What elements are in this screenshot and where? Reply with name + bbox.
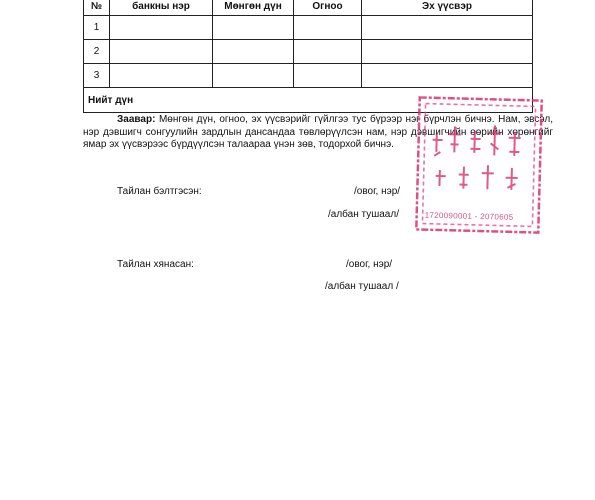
date-cell [294, 64, 362, 88]
header-bank-name: банкны нэр [110, 0, 213, 16]
reviewed-by-label: Тайлан хянасан: [117, 259, 194, 270]
amount-cell [213, 40, 294, 64]
source-cell [362, 64, 533, 88]
total-label: Нийт дүн [84, 88, 533, 113]
stamp-number: 1720090001 - 2070605 [424, 210, 514, 222]
header-number: № [84, 0, 110, 16]
row-number: 2 [84, 40, 110, 64]
amount-cell [213, 16, 294, 40]
instruction-label: Заавар: [117, 114, 156, 125]
source-cell [362, 40, 533, 64]
prepared-by-name: /овог, нэр/ [354, 186, 401, 197]
table-header-row [84, 0, 533, 16]
row-number: 3 [84, 64, 110, 88]
table-row [84, 64, 533, 88]
reviewed-by-position: /албан тушаал / [325, 281, 399, 292]
official-stamp [412, 93, 546, 236]
table-row [84, 40, 533, 64]
header-source: Эх үүсвэр [362, 0, 533, 16]
amount-cell [213, 64, 294, 88]
prepared-by-label: Тайлан бэлтгэсэн: [117, 186, 202, 197]
source-cell [362, 16, 533, 40]
header-amount: Мөнгөн дүн [213, 0, 294, 16]
instruction-text: Мөнгөн дүн, огноо, эх үүсвэрийг гүйлгээ тус бүрээр нэг бүрчлэн бичнэ. Нам, эвсэл, нэр дэвшигч сонгуулийн зардлын дансандаа төвлөрүүлсэн нам, нэр дэвшигчийн өөрийн хөрөнгийг ямар эх үүсвэрээс бүрдүүлсэн талаараа үнэн зөв, тодорхой бичнэ. [83, 114, 553, 150]
prepared-by-position: /албан тушаал/ [328, 209, 399, 220]
bank-cell [110, 40, 213, 64]
table-row [84, 16, 533, 40]
bank-cell [110, 16, 213, 40]
date-cell [294, 40, 362, 64]
row-number: 1 [84, 16, 110, 40]
header-date: Огноо [294, 0, 362, 16]
date-cell [294, 16, 362, 40]
bank-cell [110, 64, 213, 88]
reviewed-by-name: /овог, нэр/ [346, 259, 393, 270]
